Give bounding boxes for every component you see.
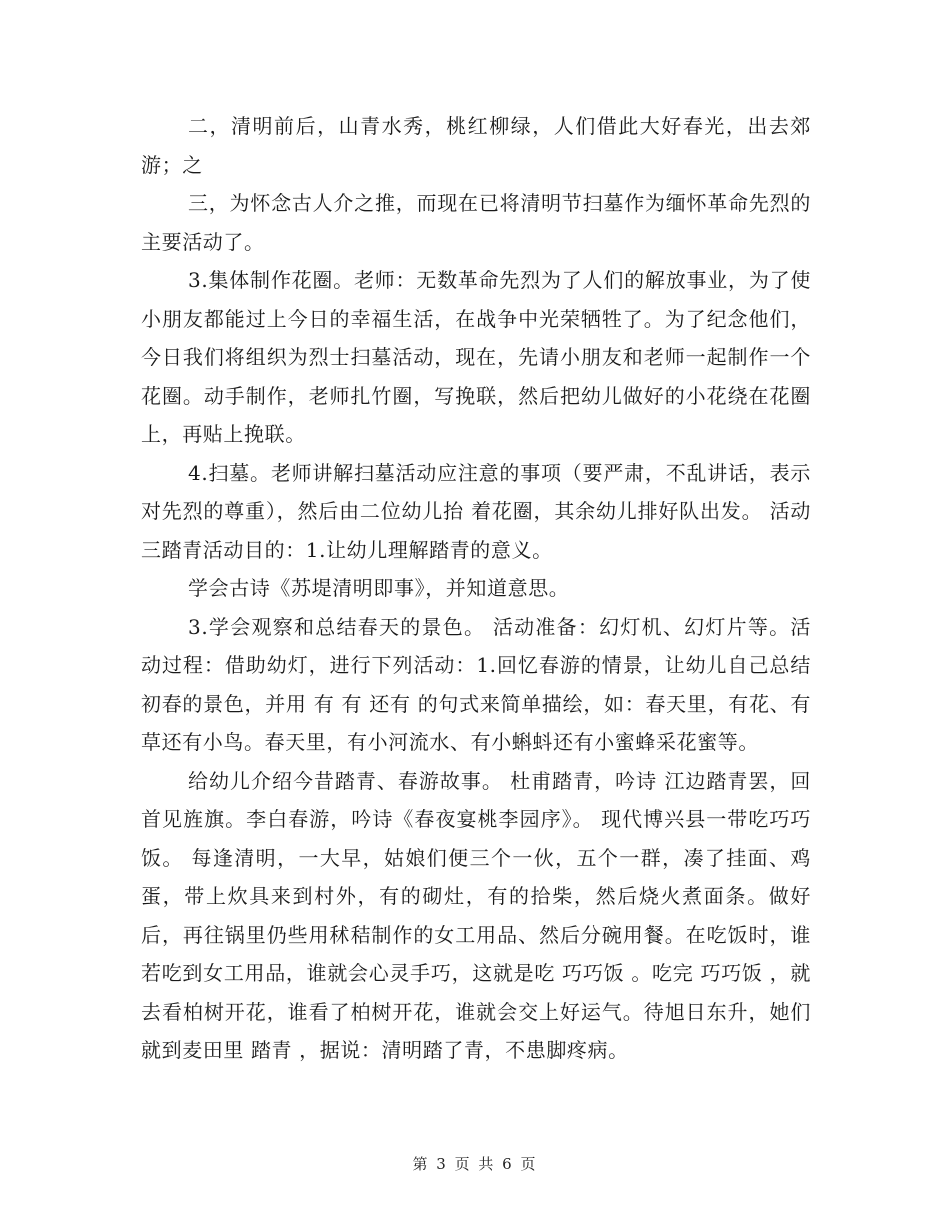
paragraph: 3.集体制作花圈。老师：无数革命先烈为了人们的解放事业，为了使小朋友都能过上今日的幸福生活，在战争中光荣牺牲了。为了纪念他们，今日我们将组织为烈士扫墓活动，现在，先请小朋友和老师一起制作一个 花圈。动手制作，老师扎竹圈，写挽联，然后把幼儿做好的小花绕在花圈上，再贴上挽联。 bbox=[141, 268, 811, 446]
paragraph: 二，清明前后，山青水秀，桃红柳绿，人们借此大好春光，出去郊游；之 bbox=[141, 114, 811, 177]
paragraph: 给幼儿介绍今昔踏青、春游故事。 杜甫踏青，吟诗 江边踏青罢，回首见旌旗。李白春游，吟诗《春夜宴桃李园序》。 现代博兴县一带吃巧巧饭。 每逢清明，一大早，姑娘们便三个一伙，五个一群，凑了挂面、鸡蛋，带上炊具来到村外，有的砌灶，有的拾柴，然后烧火煮面条。做好后，再往锅里仍些用秫秸制作的女工用品、然后分碗用餐。在吃饭时，谁若吃到女工用品，谁就会心灵手巧，这就是吃 巧巧饭 。吃完 巧巧饭 ，就去看柏树开花，谁看了柏树开花，谁就会交上好运气。待旭日东升，她们就到麦田里 踏青 ，据说：清明踏了青，不患脚疼病。 bbox=[141, 768, 811, 1062]
paragraph: 三，为怀念古人介之推，而现在已将清明节扫墓作为缅怀革命先烈的主要活动了。 bbox=[141, 191, 811, 254]
page-number-footer: 第 3 页 共 6 页 bbox=[412, 1155, 538, 1173]
paragraph: 3.学会观察和总结春天的景色。 活动准备：幻灯机、幻灯片等。活动过程：借助幼灯，进行下列活动：1.回忆春游的情景，让幼儿自己总结初春的景色，并用 有 有 还有 的句式来简单描绘，如：春天里，有花、有草还有小鸟。春天里，有小河流水、有小蝌蚪还有小蜜蜂采花蜜等。 bbox=[141, 614, 811, 754]
paragraph: 4.扫墓。老师讲解扫墓活动应注意的事项（要严肃，不乱讲话，表示对先烈的尊重），然后由二位幼儿抬 着花圈，其余幼儿排好队出发。 活动三踏青活动目的：1.让幼儿理解踏青的意义。 bbox=[141, 460, 811, 562]
document-body bbox=[141, 107, 811, 1070]
paragraph: 学会古诗《苏堤清明即事》，并知道意思。 bbox=[188, 576, 570, 600]
